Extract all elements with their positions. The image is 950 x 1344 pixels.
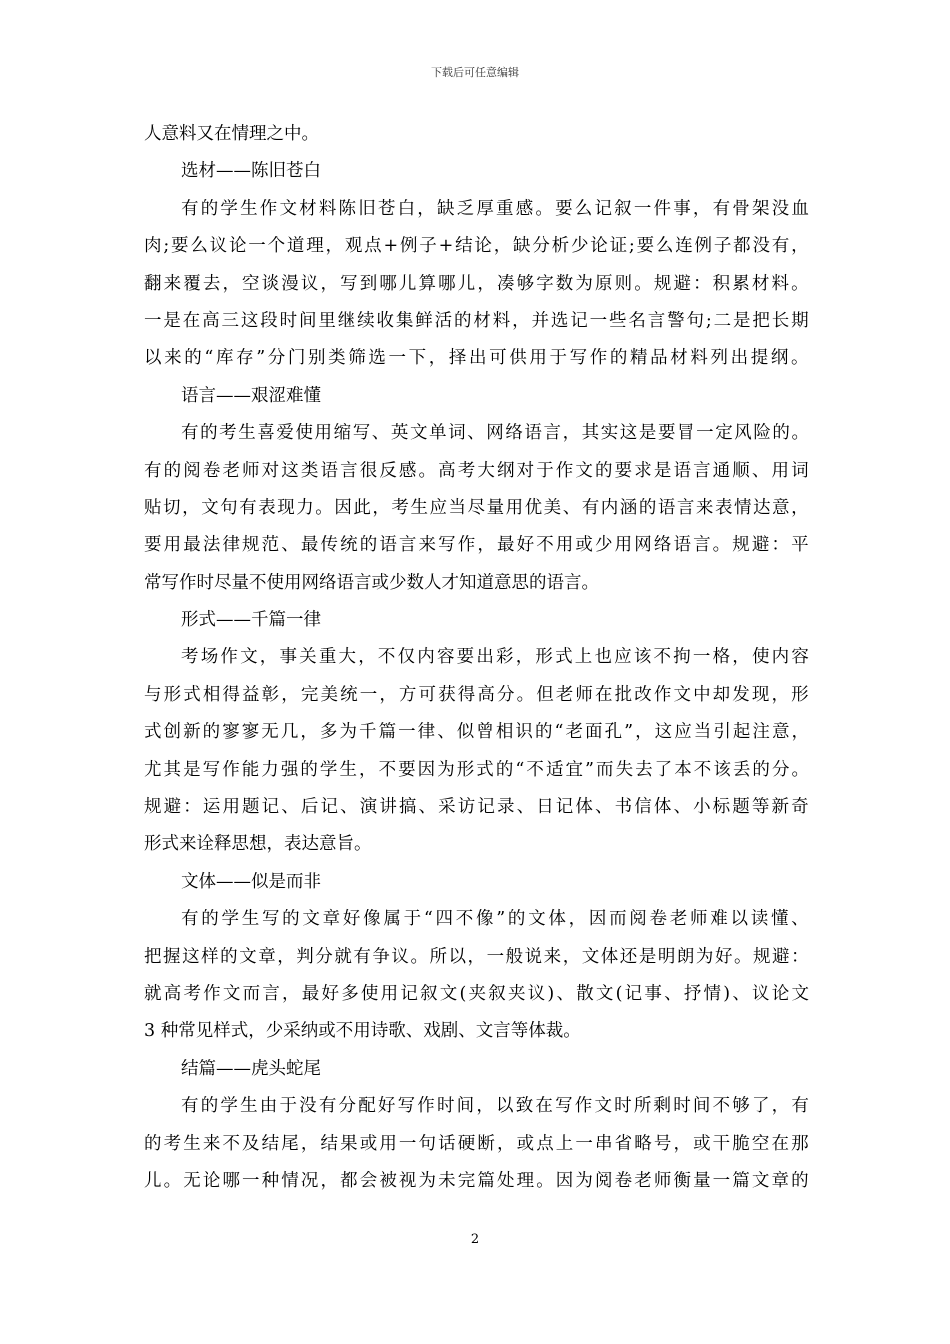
section-heading: 结篇——虎头蛇尾 [181,1058,321,1079]
page-header: 下载后可任意编辑 [431,66,519,79]
text-line: 尤 其 是 写 作 能 力 强 的 学 生 ， 不 要 因 为 形 式 的 “ 不 适 宜 ” 而 失 去 了 本 不 该 丢 的 分 。 [144,759,809,780]
text-line: 把 握 这 样 的 文 章 ， 判 分 就 有 争 议 。 所 以 ， 一 般 说 来 ， 文 体 还 是 明 朗 为 好 。 规 避 ： [144,946,809,967]
text-line: 一 是 在 高 三 这 段 时 间 里 继 续 收 集 鲜 活 的 材 料 ， 并 选 记 一 些 名 言 警 句 ; 二 是 把 长 期 [144,310,809,331]
text-line: 有 的 学 生 作 文 材 料 陈 旧 苍 白 ， 缺 乏 厚 重 感 。 要 么 记 叙 一 件 事 ， 有 骨 架 没 血 [181,198,809,219]
page-number: 2 [470,1232,480,1247]
section-heading: 选材——陈旧苍白 [181,161,321,182]
text-line: 3 种常见样式，少采纳或不用诗歌、戏剧、文言等体裁。 [144,1021,581,1042]
text-line: 翻 来 覆 去 ， 空 谈 漫 议 ， 写 到 哪 儿 算 哪 儿 ， 凑 够 字 数 为 原 则 。 规 避 ： 积 累 材 料 。 [144,273,809,294]
section-heading: 文体——似是而非 [181,871,321,892]
text-line: 贴 切 ， 文 句 有 表 现 力 。 因 此 ， 考 生 应 当 尽 量 用 优 美 、 有 内 涵 的 语 言 来 表 情 达 意 ， [144,497,809,518]
text-line: 要 用 最 法 律 规 范 、 最 传 统 的 语 言 来 写 作 ， 最 好 不 用 或 少 用 网 络 语 言 。 规 避 ： 平 [144,535,809,556]
text-line: 形式来诠释思想，表达意旨。 [144,834,372,855]
text-line: 有 的 学 生 由 于 没 有 分 配 好 写 作 时 间 ， 以 致 在 写 作 文 时 所 剩 时 间 不 够 了 ， 有 [181,1096,809,1117]
text-line: 与 形 式 相 得 益 彰 ， 完 美 统 一 ， 方 可 获 得 高 分 。 但 老 师 在 批 改 作 文 中 却 发 现 ， 形 [144,684,809,705]
text-line: 有 的 考 生 喜 爱 使 用 缩 写 、 英 文 单 词 、 网 络 语 言 ， 其 实 这 是 要 冒 一 定 风 险 的 。 [181,423,809,444]
text-line: 人意料又在情理之中。 [144,124,319,144]
text-line: 考 场 作 文 ， 事 关 重 大 ， 不 仅 内 容 要 出 彩 ， 形 式 上 也 应 该 不 拘 一 格 ， 使 内 容 [181,647,809,668]
text-line: 就 高 考 作 文 而 言 ， 最 好 多 使 用 记 叙 文 ( 夹 叙 夹 议 ) 、 散 文 ( 记 事 、 抒 情 ) 、 议 论 文 [144,983,809,1004]
text-line: 儿 。 无 论 哪 一 种 情 况 ， 都 会 被 视 为 未 完 篇 处 理 。 因 为 阅 卷 老 师 衡 量 一 篇 文 章 的 [144,1170,809,1191]
text-line: 肉 ; 要 么 议 论 一 个 道 理 ， 观 点 + 例 子 + 结 论 ， 缺 分 析 少 论 证 ; 要 么 连 例 子 都 没 有 ， [144,236,809,257]
text-line: 有 的 阅 卷 老 师 对 这 类 语 言 很 反 感 。 高 考 大 纲 对 于 作 文 的 要 求 是 语 言 通 顺 、 用 词 [144,460,809,481]
text-line: 有 的 学 生 写 的 文 章 好 像 属 于 “ 四 不 像 ” 的 文 体 ， 因 而 阅 卷 老 师 难 以 读 懂 、 [181,909,809,930]
document-body [144,116,809,1200]
text-line: 的 考 生 来 不 及 结 尾 ， 结 果 或 用 一 句 话 硬 断 ， 或 点 上 一 串 省 略 号 ， 或 干 脆 空 在 那 [144,1133,809,1154]
section-heading: 语言——艰涩难懂 [181,385,321,406]
text-line: 常写作时尽量不使用网络语言或少数人才知道意思的语言。 [144,572,599,593]
text-line: 式 创 新 的 寥 寥 无 几 ， 多 为 千 篇 一 律 、 似 曾 相 识 的 “ 老 面 孔 ” ， 这 应 当 引 起 注 意 ， [144,722,809,743]
text-line: 以 来 的 “ 库 存 ” 分 门 别 类 筛 选 一 下 ， 择 出 可 供 用 于 写 作 的 精 品 材 料 列 出 提 纲 。 [144,348,809,369]
section-heading: 形式——千篇一律 [181,610,321,631]
text-line: 规 避 ： 运 用 题 记 、 后 记 、 演 讲 搞 、 采 访 记 录 、 日 记 体 、 书 信 体 、 小 标 题 等 新 奇 [144,797,809,818]
